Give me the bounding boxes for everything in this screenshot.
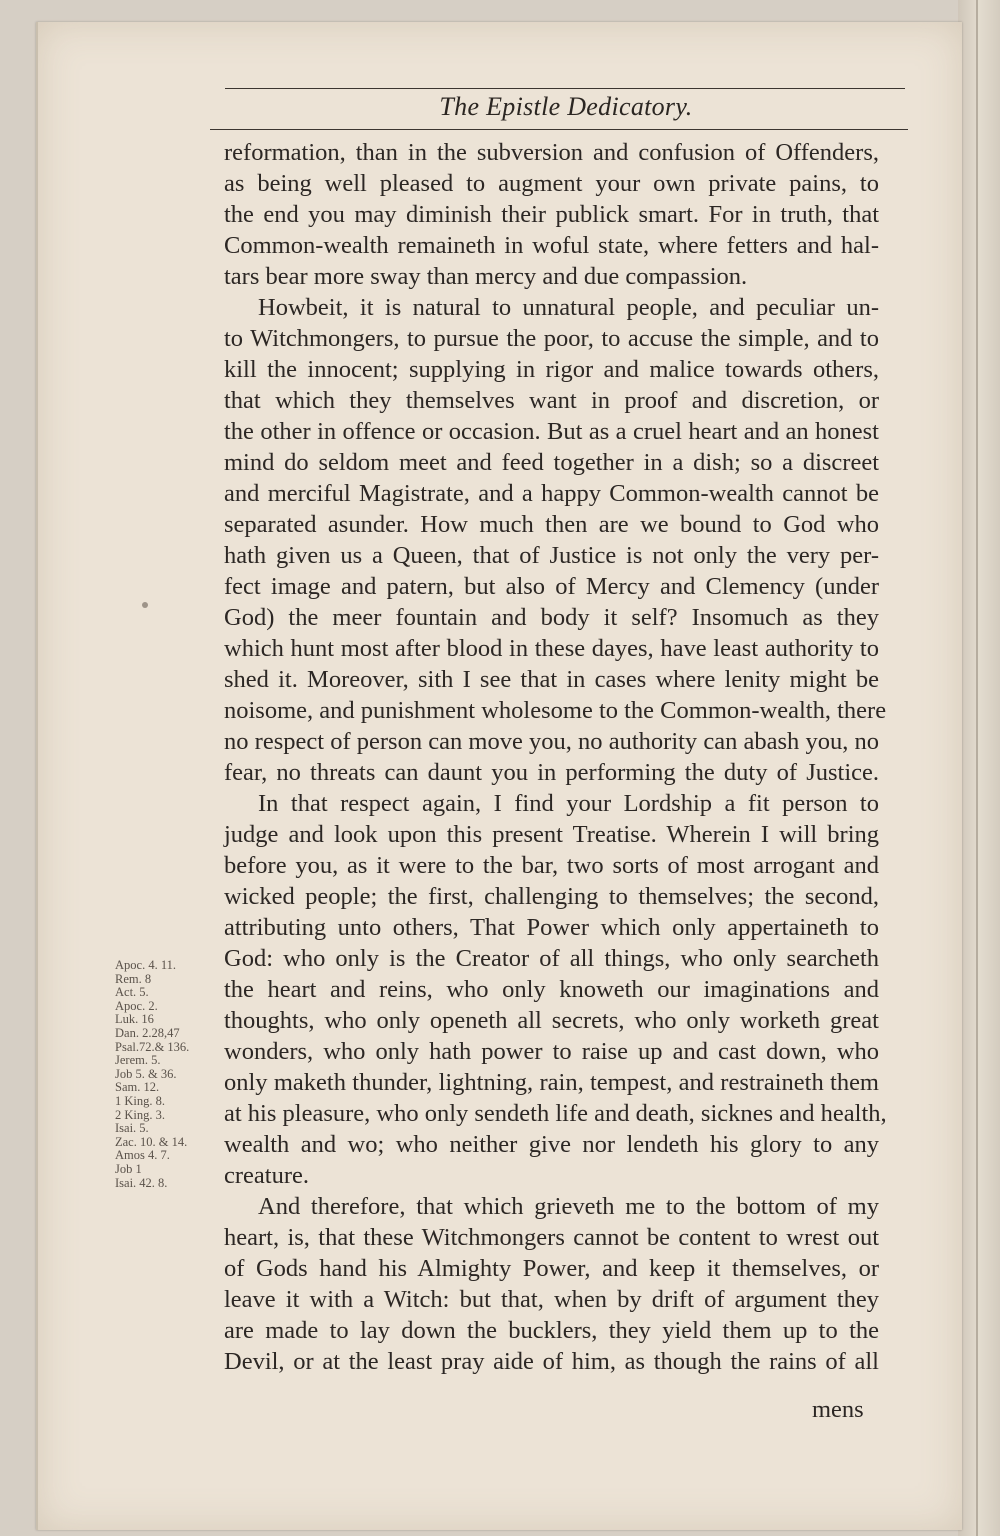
- header-rule-bottom: [210, 129, 908, 130]
- text-line: the heart and reins, who only knoweth our imaginations and: [224, 976, 879, 1003]
- text-line: reformation, than in the subversion and confusion of Offenders,: [224, 139, 879, 166]
- marginal-note: Luk. 16: [115, 1012, 154, 1027]
- marginal-note: Jerem. 5.: [115, 1053, 161, 1068]
- text-line: God) the meer fountain and body it self? Insomuch as they: [224, 604, 879, 631]
- text-line: no respect of person can move you, no authority can abash you, no: [224, 728, 879, 755]
- page-fold-line: [976, 0, 978, 1536]
- marginal-note: Dan. 2.28,47: [115, 1025, 180, 1040]
- text-line: creature.: [224, 1162, 309, 1189]
- text-line: wicked people; the first, challenging to themselves; the second,: [224, 883, 879, 910]
- text-line: thoughts, who only openeth all secrets, who only worketh great: [224, 1007, 879, 1034]
- text-line: wonders, who only hath power to raise up and cast down, who: [224, 1038, 879, 1065]
- text-line: tars bear more sway than mercy and due compassion.: [224, 263, 748, 290]
- marginal-note: Zac. 10. & 14.: [115, 1134, 188, 1149]
- text-line: as being well pleased to augment your own private pains, to: [224, 170, 879, 197]
- text-line: In that respect again, I find your Lordship a fit person to: [258, 790, 879, 817]
- text-line: leave it with a Witch: but that, when by drift of argument they: [224, 1286, 879, 1313]
- text-line: mind do seldom meet and feed together in a dish; so a discreet: [224, 449, 879, 476]
- text-line: the end you may diminish their publick smart. For in truth, that: [224, 201, 879, 228]
- text-line: the other in offence or occasion. But as a cruel heart and an honest: [224, 418, 879, 445]
- text-line: that which they themselves want in proof and discretion, or: [224, 387, 879, 414]
- marginal-notes: [115, 959, 215, 1190]
- running-head: The Epistle Dedicatory.: [439, 92, 693, 121]
- text-line: separated asunder. How much then are we bound to God who: [224, 511, 879, 538]
- marginal-note: Apoc. 4. 11.: [115, 958, 176, 972]
- main-text-block: [224, 137, 887, 1377]
- facing-page-edge: [958, 0, 1000, 1536]
- text-line: Common-wealth remaineth in woful state, where fetters and hal-: [224, 232, 879, 259]
- marginal-note: Sam. 12.: [115, 1080, 160, 1095]
- marginal-note: 1 King. 8.: [115, 1093, 165, 1108]
- text-line: God: who only is the Creator of all things, who only searcheth: [224, 945, 879, 972]
- text-line: noisome, and punishment wholesome to the Common-wealth, there: [224, 697, 887, 724]
- text-line: hath given us a Queen, that of Justice is not only the very per-: [224, 542, 879, 569]
- marginal-note: Act. 5.: [115, 985, 149, 1000]
- text-line: fect image and patern, but also of Mercy and Clemency (under: [224, 573, 879, 600]
- header-rule-top: [225, 88, 905, 89]
- text-line: to Witchmongers, to pursue the poor, to accuse the simple, and to: [224, 325, 879, 352]
- text-line: before you, as it were to the bar, two sorts of most arrogant and: [224, 852, 879, 879]
- marginal-note: Job 1: [115, 1161, 142, 1176]
- text-line: fear, no threats can daunt you in performing the duty of Justice.: [224, 759, 879, 786]
- marginal-note: 2 King. 3.: [115, 1107, 165, 1122]
- text-line: heart, is, that these Witchmongers cannot be content to wrest out: [224, 1224, 879, 1251]
- marginal-note: Psal.72.& 136.: [115, 1039, 190, 1054]
- text-line: Devil, or at the least pray aide of him, as though the rains of all: [224, 1348, 879, 1375]
- text-line: which hunt most after blood in these dayes, have least authority to: [224, 635, 879, 662]
- text-line: only maketh thunder, lightning, rain, tempest, and restraineth them: [224, 1069, 879, 1096]
- text-line: attributing unto others, That Power which only appertaineth to: [224, 914, 879, 941]
- text-line: judge and look upon this present Treatise. Wherein I will bring: [224, 821, 879, 848]
- text-line: of Gods hand his Almighty Power, and keep it themselves, or: [224, 1255, 879, 1282]
- text-line: and merciful Magistrate, and a happy Common-wealth cannot be: [224, 480, 879, 507]
- ink-spot: [142, 602, 148, 608]
- text-line: at his pleasure, who only sendeth life and death, sicknes and health,: [224, 1100, 887, 1127]
- text-line: And therefore, that which grieveth me to the bottom of my: [258, 1193, 879, 1220]
- catchword: mens: [812, 1396, 864, 1423]
- marginal-note: Job 5. & 36.: [115, 1066, 177, 1081]
- marginal-note: Amos 4. 7.: [115, 1148, 170, 1163]
- text-line: kill the innocent; supplying in rigor and malice towards others,: [224, 356, 879, 383]
- text-line: wealth and wo; who neither give nor lendeth his glory to any: [224, 1131, 879, 1158]
- marginal-note: Isai. 42. 8.: [115, 1175, 168, 1190]
- text-line: shed it. Moreover, sith I see that in cases where lenity might be: [224, 666, 879, 693]
- marginal-note: Isai. 5.: [115, 1121, 149, 1136]
- marginal-note: Apoc. 2.: [115, 998, 158, 1013]
- marginal-note: Rem. 8: [115, 971, 152, 986]
- text-line: Howbeit, it is natural to unnatural people, and peculiar un-: [258, 294, 879, 321]
- text-line: are made to lay down the bucklers, they yield them up to the: [224, 1317, 879, 1344]
